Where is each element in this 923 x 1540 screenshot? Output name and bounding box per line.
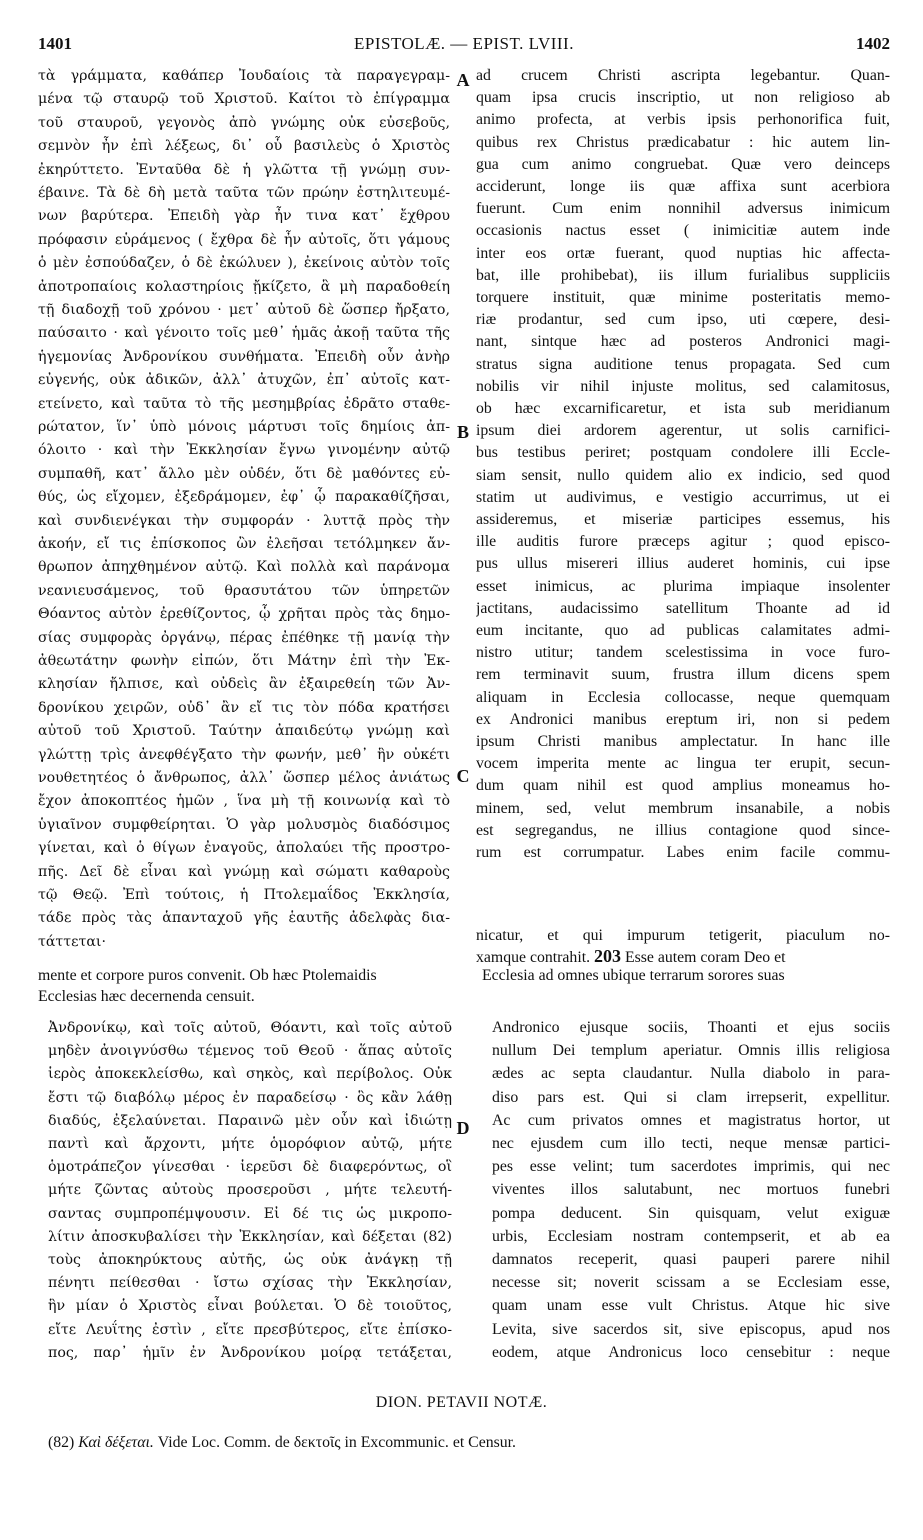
greek-text-line: τοῦ σταυροῦ, γεγονὸς ἀπὸ γνώμης οὐκ εὐσεβοῦς, [38, 114, 450, 131]
latin-text-line: nistro utitur; tandem scelestissima in voce furo- [476, 644, 890, 662]
latin-text-line: statim ut audivimus, e vestigio accurrimus, ut ei [476, 488, 890, 506]
greek-text-line: εὐγενής, οὐκ ἀδικῶν, ἀλλ᾽ ἀτυχῶν, ἐπ᾽ αὐτοῖς κατ- [38, 372, 450, 389]
latin-text-line: nicatur, et qui impurum tetigerit, piaculum no- [476, 927, 890, 944]
greek-text-line: θύς, ὡς εἴχομεν, ἐξεδράμομεν, ἐφ᾽ ᾧ παρακαθίζῆσαι, [38, 489, 450, 506]
greek-text-line: τὰ γράμματα, καθάπερ Ἰουδαίοις τὰ παραγεγραμ- [38, 68, 450, 84]
latin-text-line: quibus rex Christus prædicabatur : hic autem lin- [476, 133, 890, 151]
greek-text-line: ἡγεμονίας Ἀνδρονίκου συνθήματα. Ἐπειδὴ οὖν ἀνὴρ [38, 348, 450, 365]
greek-text-line: ἔχον ἀποκοπτέος ἡμῶν , ἵνα μὴ τῇ κοινωνίᾳ καὶ τὸ [38, 793, 450, 810]
margin-marker-d: D [456, 1118, 470, 1138]
greek-text-line: ἔστι τῷ διαβόλῳ μέρος ἐν παραδείσῳ · ὃς κἂν λάθῃ [48, 1089, 452, 1106]
latin-text-line: acciderunt, longe iis quæ affixa sunt acerbiora [476, 178, 890, 195]
greek-text-line: ὑγιαῖνον συμφθείρηται. Ὁ γὰρ μολυσμὸς διαδόσιμος [38, 816, 450, 833]
greek-text-line: ἐκηρύττετο. Ἐνταῦθα δὲ ἡ γλῶττα τῇ γνώμῃ συν- [38, 161, 450, 178]
latin-text-line: assideremus, et miseriæ participes essemus, his [476, 511, 890, 528]
greek-text-line: ἀποτροπαίοις κολαστηρίοις ᾔκίζετο, ἃ μὴ παραδοθείη [38, 278, 450, 295]
greek-text-line: πῆς. Δεῖ δὲ εἶναι καὶ γνώμῃ καὶ σώματι καθαροὺς [38, 863, 450, 880]
latin-text-line: nullum Dei templum aperiatur. Omnis illis religiosa [492, 1042, 890, 1060]
greek-text-line: ὁ μὲν ἐσπούδαζεν, ὁ δὲ ἐκώλυεν ), ἐκείνοις αὐτὸν τοῖς [38, 255, 450, 272]
latin-text-line: aliquam in Ecclesia collocasse, neque quemquam [476, 688, 890, 706]
footnote-number: (82) [48, 1434, 75, 1451]
greek-text-line: παντὶ καὶ ἄρχοντι, μήτε ὁμορόφιον αὐτῷ, μήτε [48, 1136, 452, 1152]
greek-text-line: ἀθεωτάτην φωνὴν εἰπών, ὅτι Μάτην ἐπὶ τὴν Ἐκ- [38, 653, 450, 669]
greek-text-line: έβαινε. Τὰ δὲ δὴ μετὰ ταῦτα τῶν πρώην ἐστηλιτευμέ- [38, 185, 450, 201]
latin-text-line: rem terminavit suum, frustra illum dicens spem [476, 666, 890, 684]
greek-text-line: καὶ συνδιενέγκαι τὴν συμφοράν · λυττᾷ πρὸς τὴν [38, 512, 450, 529]
latin-text-line: urbis, Ecclesiam nostram contempserit, et ab ea [492, 1227, 890, 1245]
greek-text-line: μένα τῷ σταυρῷ τοῦ Χριστοῦ. Καίτοι τὸ ἐπίγραμμα [38, 91, 450, 108]
latin-line-suffix: Esse autem coram Deo et [624, 949, 786, 966]
greek-text-line: τῇ διαδοχῇ τοῦ χρόνου · μετ᾽ αὐτοῦ δὲ ὥσπερ ἤρξατο, [38, 302, 450, 318]
latin-text-line: ædes ac septa claudantur. Nulla diabolo in para- [492, 1065, 890, 1083]
latin-text-line: nec ejusdem cum illo tecti, neque mensæ partici- [492, 1135, 890, 1152]
greek-text-line: μηδὲν ἀνοιγνύσθω τέμενος τοῦ Θεοῦ · ἅπας αὐτοῖς [48, 1043, 452, 1060]
greek-text-line: πρόφασιν εὑράμενος ( ἔχθρα δὲ ἦν αὐτοῖς, ὅτι γάμους [38, 231, 450, 248]
latin-text-line: esset inimicus, ac plurima impiaque insolenter [476, 577, 890, 595]
latin-text-line: ipsum diei ardorem agerentur, ut solis carnifici- [476, 422, 890, 440]
latin-line-prefix: xamque contrahit. [476, 949, 591, 966]
latin-text-line: torquere instituit, quæ minime posteritatis memo- [476, 289, 890, 306]
latin-text-line: gua cum animo congruebat. Quæ vero deinceps [476, 155, 890, 173]
greek-text-line: μήτε ζῶντας αὐτοὺς προσεροῦσι , μήτε τελευτή- [48, 1182, 452, 1199]
greek-text-line: ἣν μίαν ὁ Χριστὸς εἶναι βούλεται. Ὁ δὲ τοιοῦτος, [48, 1298, 452, 1315]
latin-text-line: diso pars est. Qui si clam irrepserit, expellitur. [492, 1088, 890, 1106]
greek-text-line: γίνεται, καὶ ὁ θίγων ἐναγοῦς, ἀπολαύει τῆς προστρο- [38, 840, 450, 857]
greek-text-line: ἱερὸς ἀποκεκλείσθω, καὶ σηκὸς, καὶ περίβολος. Οὐκ [48, 1066, 452, 1083]
running-title: EPISTOLÆ. — EPIST. LVIII. [354, 34, 574, 53]
latin-text-line: eodem, atque Andronicus loco censebitur : neque [492, 1343, 890, 1361]
greek-text-line: θρωπον ἀπηχθημένον αὐτῷ. Καὶ πολλὰ καὶ παράνομα [38, 559, 450, 576]
latin-text-line: ob hæc excarnificaretur, et ista sub meridianum [476, 400, 890, 417]
latin-text-line: Levita, sive sacerdos sit, sive episcopus, apud nos [492, 1320, 890, 1338]
greek-text-line: σεμνὸν ἦν ἐπὶ λέξεως, δι᾽ οὗ βασιλεὺς ὁ Χριστὸς [38, 138, 450, 155]
latin-text-line: Andronico ejusque sociis, Thoanti et ejus sociis [492, 1019, 890, 1036]
greek-text-line: γλώττῃ τρὶς ἀνεφθέγξατο τὴν φωνήν, μεθ᾽ ἣν οὐκέτι [38, 746, 450, 763]
greek-text-line: αὐτοῦ τοῦ Χριστοῦ. Ταύτην ἀπαιδεύτῳ γνώμῃ καὶ [38, 723, 450, 740]
greek-text-line: εἴτε Λευΐτης ἐστὶν , εἴτε πρεσβύτερος, εἴτε ἐπίσκο- [48, 1321, 452, 1338]
latin-text-line: nobilis vir nihil injuste molitus, sed calamitosus, [476, 377, 890, 395]
latin-text-line: dum quam nihil est quod amplius moneamus ho- [476, 777, 890, 795]
full-width-line-right: Ecclesia ad omnes ubique terrarum sorores suas [482, 967, 785, 984]
margin-marker-a: A [456, 70, 470, 90]
latin-text-line: inter eos ortæ fuerant, quod nuptias hic affecta- [476, 244, 890, 262]
column-number: 203 [594, 946, 622, 966]
greek-text-line: ρώτατον, ἵν᾽ ὑπὸ μόνοις μάρτυσι τοῖς δημίοις ἀπ- [38, 419, 450, 435]
latin-text-line: necesse sit; noverit scissam a se Ecclesiam esse, [492, 1274, 890, 1292]
greek-text-line: κλησίαν ἤλπισε, καὶ οὐδεὶς ἂν ἐξαιρεθείη τῶν Ἀν- [38, 676, 450, 693]
margin-marker-c: C [456, 766, 470, 786]
greek-text-line: δρονίκου χειρῶν, οὐδ᾽ ἂν εἴ τις τὸν πόδα κρατήσει [38, 699, 450, 716]
greek-text-line: τάττεται· [38, 933, 106, 950]
latin-text-line: minem, sed, velut membrum insanabile, a nobis [476, 799, 890, 817]
latin-text-line: pus ullus misereri illius auderet hominis, cui ipse [476, 555, 890, 573]
greek-text-line: ετείνετο, καὶ ταῦτα τὸ τῆς μεσημβρίας ἐδρᾶτο σταθε- [38, 395, 450, 412]
greek-text-line: διαδύς, ἐξελαύνεται. Παραινῶ μὲν οὖν καὶ ἰδιώτῃ [48, 1112, 452, 1129]
latin-text-line: riæ prodantur, sed cum ipso, uti cœpere, desi- [476, 311, 890, 329]
latin-text-line: pes esse velint; tum sacerdotes imprimis, qui nec [492, 1158, 890, 1176]
greek-text-line: πος, παρ᾽ ἡμῖν ἐν Ἀνδρονίκου μοίρᾳ τετάξεται, [48, 1344, 452, 1361]
notes-title: DION. PETAVII NOTÆ. [375, 1394, 548, 1411]
full-width-line-left: mente et corpore puros convenit. Ob hæc Ptolemaidis [38, 967, 377, 984]
latin-text-line: Ac cum privatos omnes et magistratus hortor, ut [492, 1111, 890, 1129]
latin-text-line: bat, ille prohibebat), iis illum furialibus suppliciis [476, 266, 890, 284]
latin-text-line: rum est corrumpatur. Labes enim facile commu- [476, 844, 890, 861]
greek-text-line: Θόαντος αὐτὸν ἐρεθίζοντος, ᾧ χρῆται πρὸς τὰς δημο- [38, 606, 450, 623]
greek-text-line: σαντας συμπροπέμψουσιν. Εἰ δέ τις ὡς μικροπο- [48, 1205, 452, 1222]
latin-text-line: fuerunt. Cum enim nonnihil adversus inimicum [476, 200, 890, 218]
latin-text-line: quam ipsa crucis inscriptio, ut non religioso ab [476, 89, 890, 107]
page-number-left: 1401 [38, 34, 72, 53]
greek-text-line: ὁμοτράπεζον γίνεσθαι · ἱερεῦσι δὲ διαφερόντως, οἳ [48, 1159, 452, 1176]
latin-text-line: eum incitante, quo ad publicas calamitates admi- [476, 622, 890, 639]
latin-text-line: viventes illos salutabunt, nec mortuos funebri [492, 1181, 890, 1199]
greek-text-line: Ἀνδρονίκῳ, καὶ τοῖς αὐτοῦ, Θόαντι, καὶ τοῖς αὐτοῦ [48, 1020, 452, 1036]
footnote-lemma: Καὶ δέξεται. [78, 1434, 154, 1451]
greek-text-line: παύσαιτο · καὶ γένοιτο τοῖς μεθ᾽ ἡμᾶς ἀκοῇ ταῦτα τῆς [38, 325, 450, 342]
latin-text-line: occasionis nactus esset ( inimicitiæ autem inde [476, 222, 890, 240]
greek-text-line: όλοιτο · καὶ τὴν Ἐκκλησίαν ἔγνω γινομένην αὐτῷ [38, 442, 450, 459]
greek-text-line: νεανιευσάμενος, τοῦ θρασυτάτου τῶν ὑπηρετῶν [38, 582, 450, 599]
greek-text-line: πένητι πείθεσθαι · ἴστω σχίσας τὴν Ἐκκλησίαν, [48, 1275, 452, 1292]
latin-text-line: nant, sintque hæc ad posteros Andronici magi- [476, 333, 890, 351]
greek-text-line: τοὺς ἀποκηρύκτους αὐτῆς, ὡς οὐκ ἀνάγκῃ τῇ [48, 1252, 452, 1268]
margin-marker-b: B [456, 422, 469, 442]
latin-text-line: ex Andronici manibus ereptum iri, non si pedem [476, 710, 890, 728]
latin-text-line: quam unam esse vult Christus. Atque hic sive [492, 1297, 890, 1315]
latin-text-line: bus testibus periret; postquam condolere illi Eccle- [476, 444, 890, 462]
greek-text-line: τάδε πρὸς τὰς ἁπανταχοῦ γῆς ἑαυτῆς ἀδελφὰς δια- [38, 910, 450, 927]
greek-text-line: συμπαθῆ, κατ᾽ ἄλλο μὲν οὐδέν, ὅτι δὲ μαθόντες εὐ- [38, 465, 450, 482]
footnote [48, 1434, 516, 1452]
latin-text-line: pompa deducent. Sin quisquam, velut exiguæ [492, 1204, 890, 1222]
latin-text-line: est segregandus, ne illius contagione quod since- [476, 821, 890, 839]
greek-text-line: ἀκοήν, εἴ τις ἐπίσκοπος ὢν ἐλεῆσαι τετόλμηκεν ἄν- [38, 536, 450, 552]
greek-text-line: νουθετητέος ὁ ἄνθρωπος, ἀλλ᾽ ὥσπερ μέλος ἀνιάτως [38, 770, 450, 786]
greek-text-line: σίας συμφορὰς ὀργάνῳ, πέρας ἐπέθηκε τῇ μανίᾳ τὴν [38, 629, 450, 646]
footnote-text: Vide Loc. Comm. de δεκτοῖς in Excommunic. et Censur. [157, 1434, 517, 1451]
greek-text-line: λίτιν ἀποσκυβαλίσει τὴν Ἐκκλησίαν, καὶ δέξεται (82) [48, 1228, 452, 1245]
latin-text-line: ille auditis furore præceps agitur ; quod episco- [476, 533, 890, 551]
latin-text-line [476, 946, 890, 966]
full-width-line-2: Ecclesias hæc decernenda censuit. [38, 988, 255, 1005]
page-header [38, 34, 890, 58]
latin-text-line: siam sensit, nullo quidem alio ex indicio, sed quod [476, 466, 890, 484]
latin-text-line: animo profecta, at verbis ipsis perhonorifica fuit, [476, 111, 890, 129]
latin-text-line: damnatos receperit, quasi pauperi parere nihil [492, 1251, 890, 1268]
latin-text-line: ad crucem Christi ascripta legebantur. Quan- [476, 67, 890, 84]
page-number-right: 1402 [856, 34, 890, 53]
latin-text-line: ipsum Christi manibus amplectatur. In hanc ille [476, 733, 890, 750]
latin-text-line: vocem imperita mente ac lingua ter erupit, secun- [476, 755, 890, 773]
greek-text-line: νων βαρύτερα. Ἐπειδὴ γὰρ ἦν τινα κατ᾽ ἔχθρου [38, 208, 450, 225]
latin-text-line: jactitans, audacissimo satellitum Thoante ad id [476, 599, 890, 617]
greek-text-line: τῷ Θεῷ. Ἐπὶ τούτοις, ἡ Πτολεμαΐδος Ἐκκλησία, [38, 887, 450, 903]
latin-text-line: stratus signa auditione tenus propagata. Sed cum [476, 355, 890, 373]
